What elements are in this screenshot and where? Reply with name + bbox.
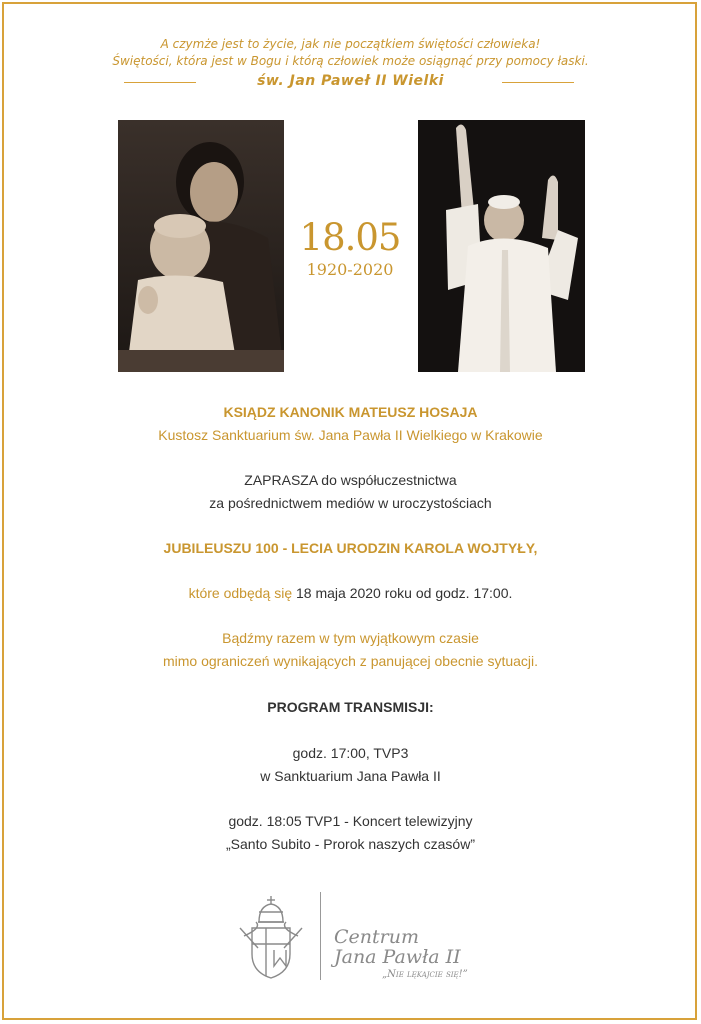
- program-heading: PROGRAM TRANSMISJI:: [267, 699, 434, 715]
- host-name: KSIĄDZ KANONIK MATEUSZ HOSAJA: [223, 404, 478, 420]
- program-item-1-place: w Sanktuarium Jana Pawła II: [260, 768, 441, 784]
- logo-name-line-2: Jana Pawła II: [334, 946, 461, 968]
- program-item-2-title: „Santo Subito - Prorok naszych czasów”: [226, 836, 475, 852]
- page-border: [2, 2, 697, 1020]
- event-title: JUBILEUSZU 100 - LECIA URODZIN KAROLA WOJTYŁY,: [163, 540, 538, 556]
- invite-line-2: za pośrednictwem mediów w uroczystościach: [209, 495, 492, 511]
- invite-line-1: ZAPRASZA do współuczestnictwa: [244, 472, 457, 488]
- together-line-2: mimo ograniczeń wynikających z panującej obecnie sytuacji.: [162, 653, 539, 669]
- logo-name-line-1: Centrum: [334, 926, 419, 948]
- together-line-1: Bądźmy razem w tym wyjątkowym czasie: [222, 630, 479, 646]
- photo-mother-with-baby: [118, 120, 284, 372]
- divider-right: [502, 82, 574, 83]
- logo-divider: [320, 892, 321, 980]
- event-when-value: 18 maja 2020 roku od godz. 17:00.: [296, 585, 513, 601]
- photo-pope-raised-arms: [418, 120, 585, 372]
- event-when: [0, 585, 701, 601]
- event-when-prefix: które odbędą się: [188, 585, 296, 601]
- quote-line-2: Świętości, która jest w Bogu i którą człowiek może osiągnąć przy pomocy łaski.: [112, 54, 589, 68]
- program-item-2-time: godz. 18:05 TVP1 - Koncert telewizyjny: [228, 813, 473, 829]
- quote-attribution: św. Jan Paweł II Wielki: [257, 73, 444, 89]
- program-item-1-time: godz. 17:00, TVP3: [292, 745, 409, 761]
- date-day: 18.05: [299, 216, 401, 259]
- host-title: Kustosz Sanktuarium św. Jana Pawła II Wielkiego w Krakowie: [158, 427, 543, 443]
- quote-line-1: A czymże jest to życie, jak nie początkiem świętości człowieka!: [160, 37, 541, 51]
- date-years: 1920-2020: [306, 260, 394, 279]
- logo-motto: „Nie lękajcie się!”: [382, 969, 468, 980]
- papal-coat-of-arms-logo: [232, 892, 310, 984]
